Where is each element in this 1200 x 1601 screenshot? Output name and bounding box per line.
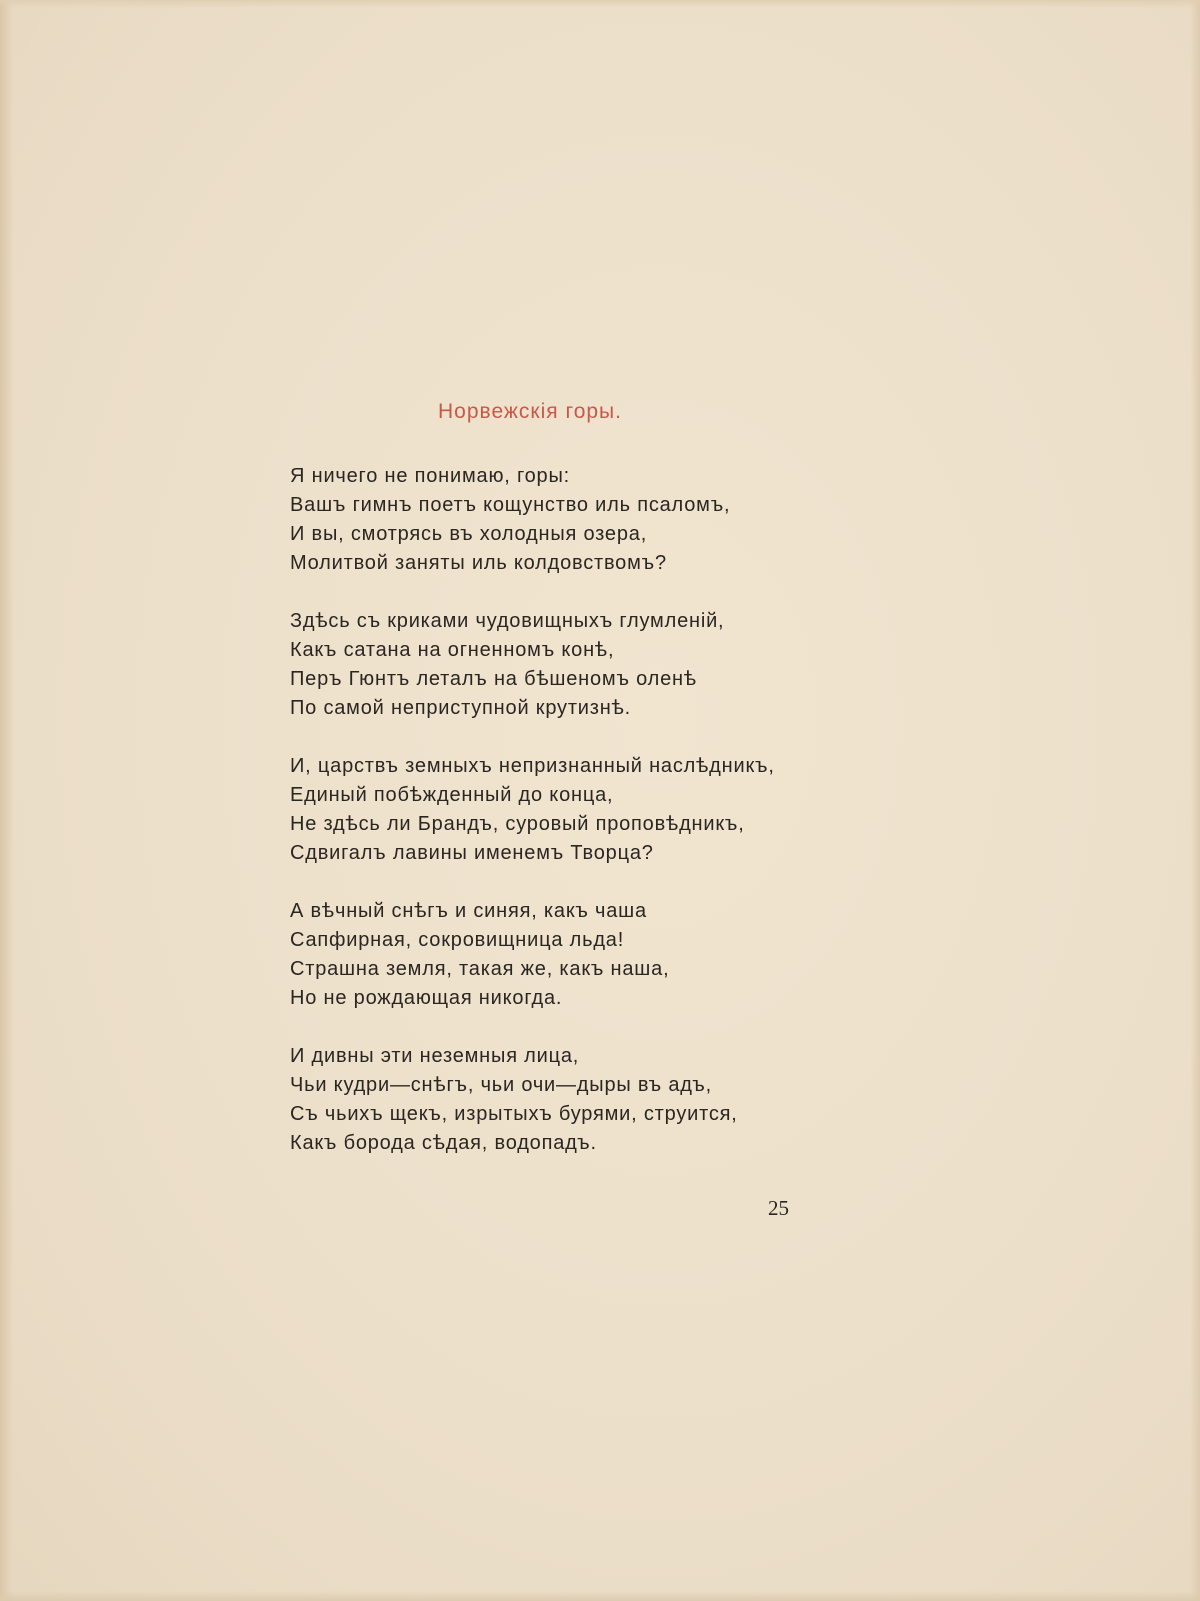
poem-line: Съ чьихъ щекъ, изрытыхъ бурями, струится, [290, 1103, 738, 1125]
stanza [290, 1042, 910, 1158]
poem-line: И дивны эти неземныя лица, [290, 1045, 580, 1067]
stanza [290, 462, 910, 578]
poem-line: Какъ борода сѣдая, водопадъ. [290, 1132, 597, 1154]
poem-line: Молитвой заняты иль колдовствомъ? [290, 552, 667, 574]
stanza [290, 752, 910, 868]
poem-line: Единый побѣжденный до конца, [290, 784, 614, 806]
poem-line: Сдвигалъ лавины именемъ Творца? [290, 842, 654, 864]
poem-line: Здѣсь съ криками чудовищныхъ глумленій, [290, 610, 725, 632]
poem-line: Сапфирная, сокровищница льда! [290, 929, 625, 951]
page-edge-right [1190, 0, 1200, 1601]
page-edge-bottom [0, 1591, 1200, 1601]
page-edge-left [0, 0, 14, 1601]
page-edge-top [0, 0, 1200, 8]
poem-line: Чьи кудри—снѣгъ, чьи очи—дыры въ адъ, [290, 1074, 712, 1096]
poem-line: Я ничего не понимаю, горы: [290, 465, 571, 487]
poem-line: А вѣчный снѣгъ и синяя, какъ чаша [290, 900, 647, 922]
poem-title: Норвежскія горы. [438, 400, 622, 423]
stanza [290, 897, 910, 1013]
poem-body [290, 462, 910, 1187]
page-number: 25 [768, 1196, 789, 1220]
poem-line: Не здѣсь ли Брандъ, суровый проповѣдникъ, [290, 813, 745, 835]
poem-line: Перъ Гюнтъ леталъ на бѣшеномъ оленѣ [290, 668, 697, 690]
stanza [290, 607, 910, 723]
poem-line: Вашъ гимнъ поетъ кощунство иль псаломъ, [290, 494, 731, 516]
poem-line: Но не рождающая никогда. [290, 987, 563, 1009]
poem-line: Страшна земля, такая же, какъ наша, [290, 958, 670, 980]
poem-line: И, царствъ земныхъ непризнанный наслѣдникъ, [290, 755, 775, 777]
poem-line: Какъ сатана на огненномъ конѣ, [290, 639, 615, 661]
poem-line: И вы, смотрясь въ холодныя озера, [290, 523, 648, 545]
poem-line: По самой неприступной крутизнѣ. [290, 697, 631, 719]
